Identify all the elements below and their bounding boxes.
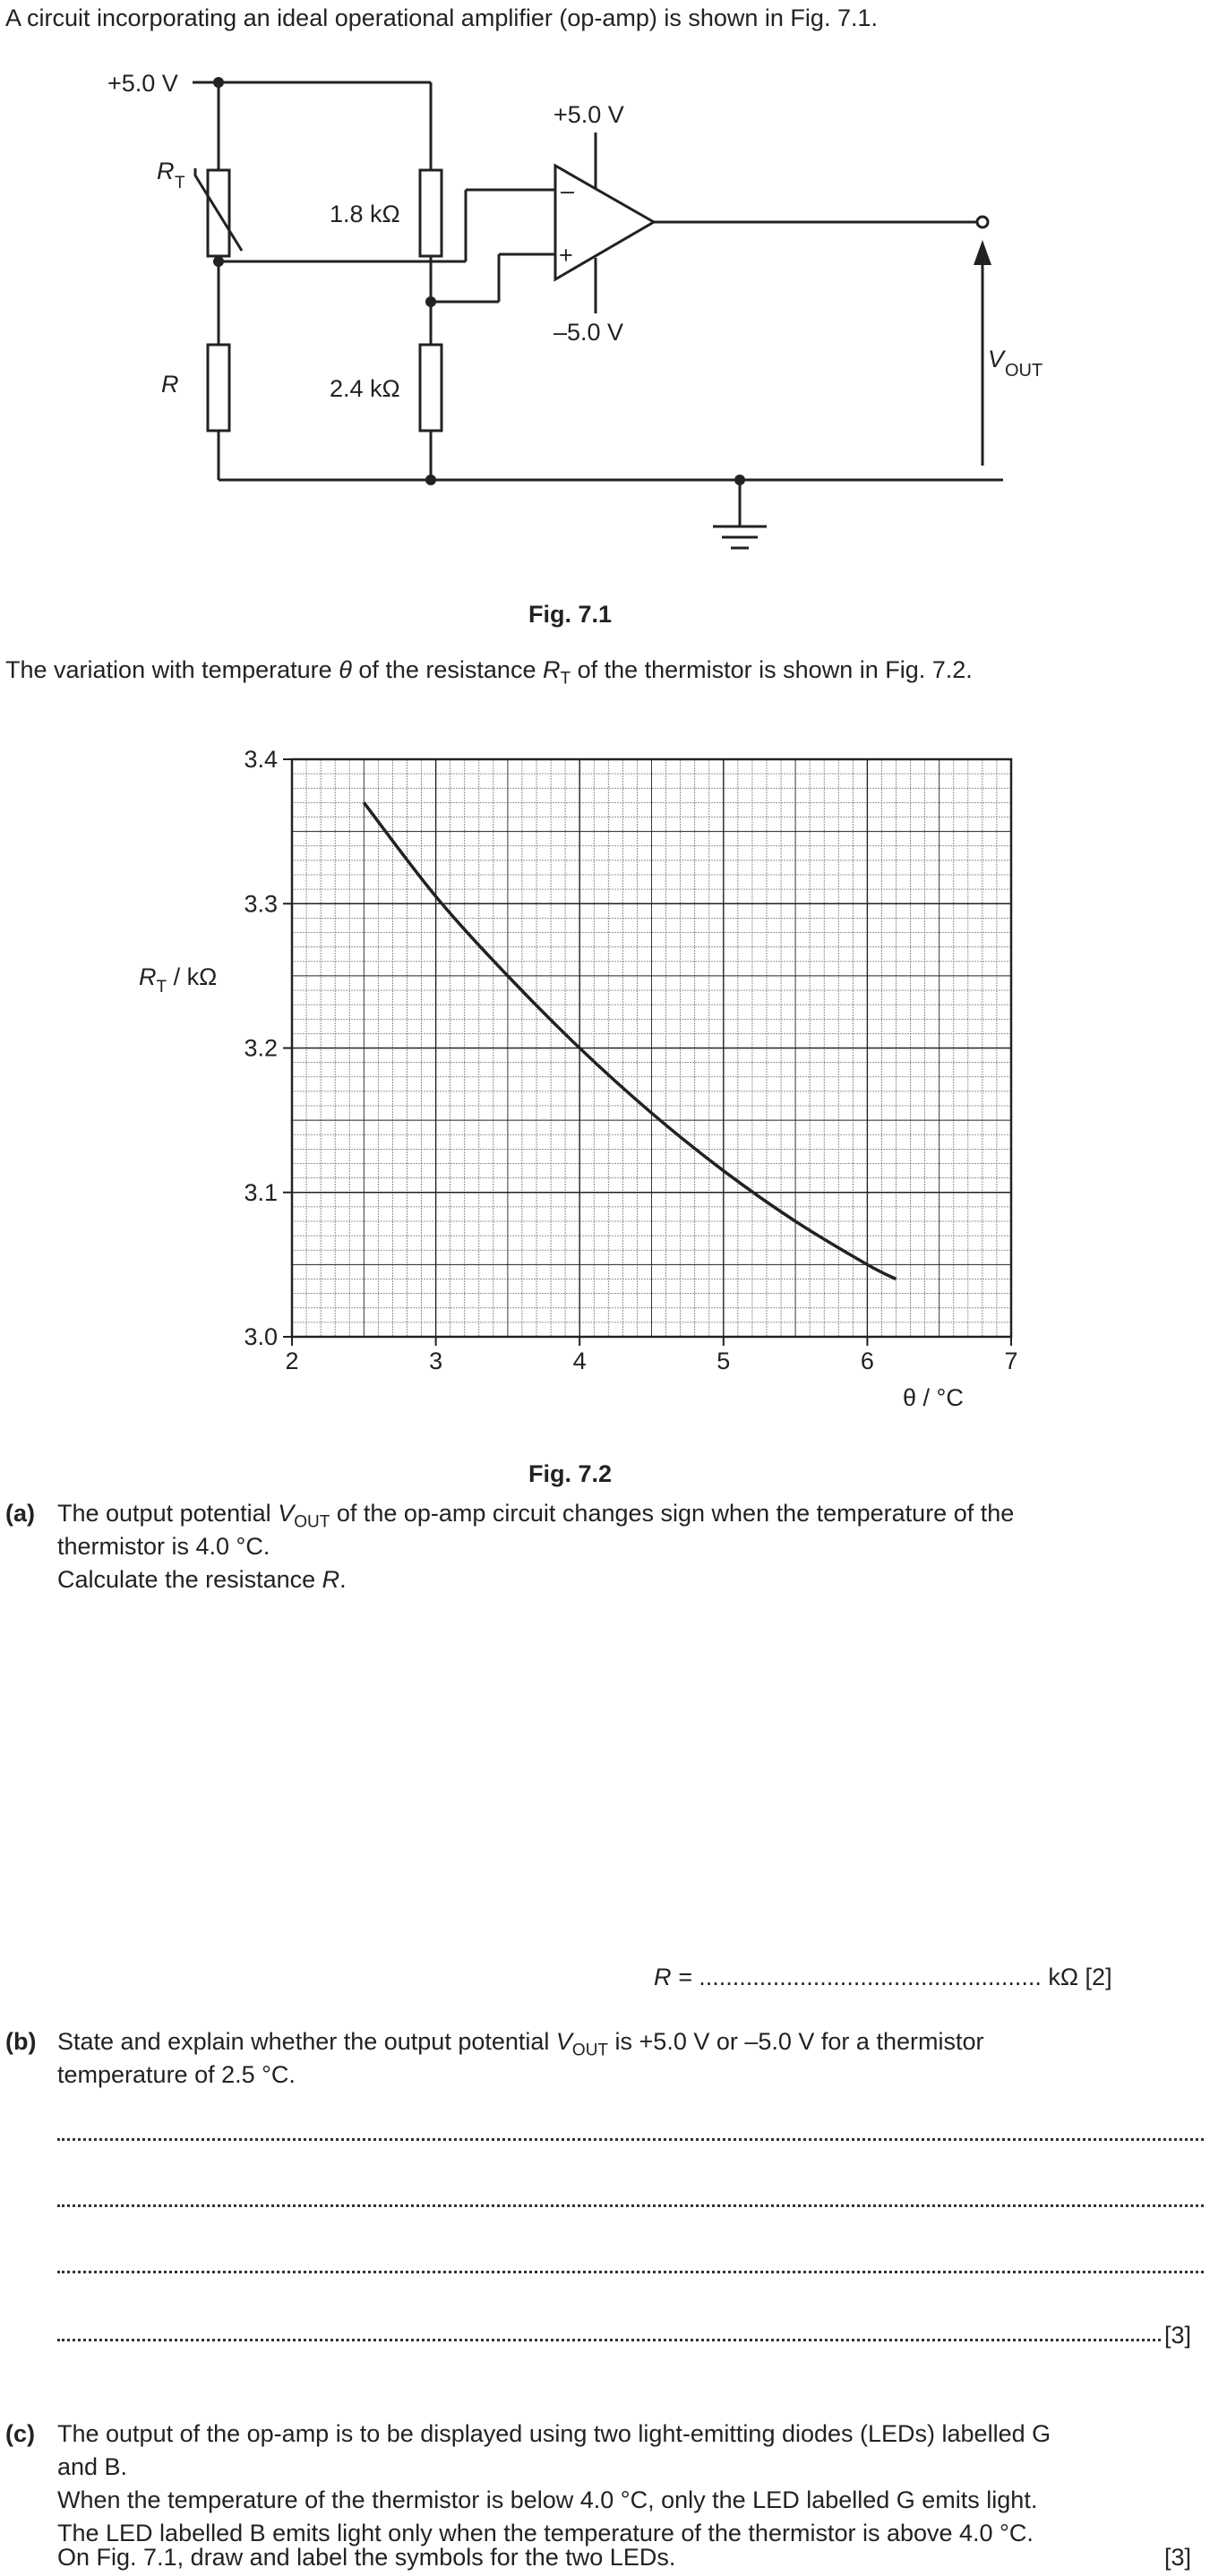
x-tick-label: 3 [429, 1348, 443, 1374]
question-b-mark: [3] [1164, 2322, 1192, 2349]
circuit-diagram [0, 36, 1227, 627]
question-c-mark: [3] [1164, 2544, 1192, 2571]
variation-text: The variation with temperature θ of the resistance $R_T$ of the thermistor is shown in Fig. 7.2. [5, 656, 973, 689]
x-tick-label: 5 [716, 1348, 731, 1374]
question-c-label: (c) [5, 2420, 35, 2447]
question-c-line-2: and B. [57, 2453, 128, 2480]
rt-subscript: T [175, 174, 185, 193]
question-c-line-4: The LED labelled B emits light only when the temperature of the thermistor is above 4.0 °C. [57, 2520, 1034, 2546]
r-label: R [161, 371, 179, 398]
answer-line-b-3[interactable] [57, 2267, 1204, 2273]
answer-line-b-1[interactable] [57, 2135, 1204, 2141]
answer-line-b-4[interactable] [57, 2335, 1161, 2341]
x-tick-label: 4 [572, 1348, 587, 1374]
question-a-line-1: The output potential $V_{OUT}$ of the op-amp circuit changes sign when the temperature of the [57, 1500, 1015, 1532]
data-line-rt [364, 802, 896, 1279]
y-tick-label: 3.0 [244, 1323, 278, 1350]
answer-a-field[interactable]: ................................................... [699, 1964, 1042, 1990]
x-axis-label: θ / °C [903, 1384, 964, 1411]
rt-label: R [157, 158, 175, 184]
intro-text: A circuit incorporating an ideal operational amplifier (op-amp) is shown in Fig. 7.1. [5, 4, 878, 31]
x-tick-label: 2 [285, 1348, 299, 1374]
x-tick-label: 7 [1004, 1348, 1018, 1374]
question-b-line-1: State and explain whether the output potential $V_{OUT}$ is +5.0 V or –5.0 V for a thermistor [57, 2028, 984, 2060]
question-a-line-3: Calculate the resistance R. [57, 1566, 347, 1593]
fig-7-1-caption: Fig. 7.1 [528, 601, 613, 628]
fig-7-2-caption: Fig. 7.2 [528, 1460, 613, 1487]
opamp-neg-supply-label: –5.0 V [553, 319, 624, 346]
question-c-line-5: On Fig. 7.1, draw and label the symbols for the two LEDs. [57, 2544, 676, 2571]
answer-line-b-2[interactable] [57, 2201, 1204, 2207]
r24-label: 2.4 kΩ [330, 375, 400, 402]
r18-label: 1.8 kΩ [330, 201, 400, 227]
supply-left-label: +5.0 V [107, 70, 178, 97]
question-c-line-3: When the temperature of the thermistor is below 4.0 °C, only the LED labelled G emits light. [57, 2486, 1038, 2513]
rt-temperature-chart [0, 716, 1227, 1486]
vout-label: V [988, 346, 1005, 372]
answer-a: R = ................................................... kΩ [2] [654, 1964, 1112, 1990]
inverting-input-sign: – [561, 177, 575, 204]
question-a-line-2: thermistor is 4.0 °C. [57, 1533, 270, 1560]
question-b-label: (b) [5, 2028, 37, 2055]
y-axis-label: $R_T$ / kΩ [139, 963, 218, 997]
opamp-pos-supply-label: +5.0 V [553, 101, 624, 128]
question-a-label: (a) [5, 1500, 35, 1527]
x-tick-label: 6 [860, 1348, 874, 1374]
y-tick-label: 3.2 [244, 1034, 278, 1062]
noninverting-input-sign: + [559, 242, 573, 269]
question-b-line-2: temperature of 2.5 °C. [57, 2061, 296, 2088]
vout-subscript: OUT [1005, 361, 1043, 381]
y-tick-label: 3.4 [244, 746, 278, 773]
y-tick-label: 3.3 [244, 890, 278, 918]
y-tick-label: 3.1 [244, 1178, 278, 1206]
question-c-line-1: The output of the op-amp is to be displayed using two light-emitting diodes (LEDs) labelled G [57, 2420, 1051, 2447]
